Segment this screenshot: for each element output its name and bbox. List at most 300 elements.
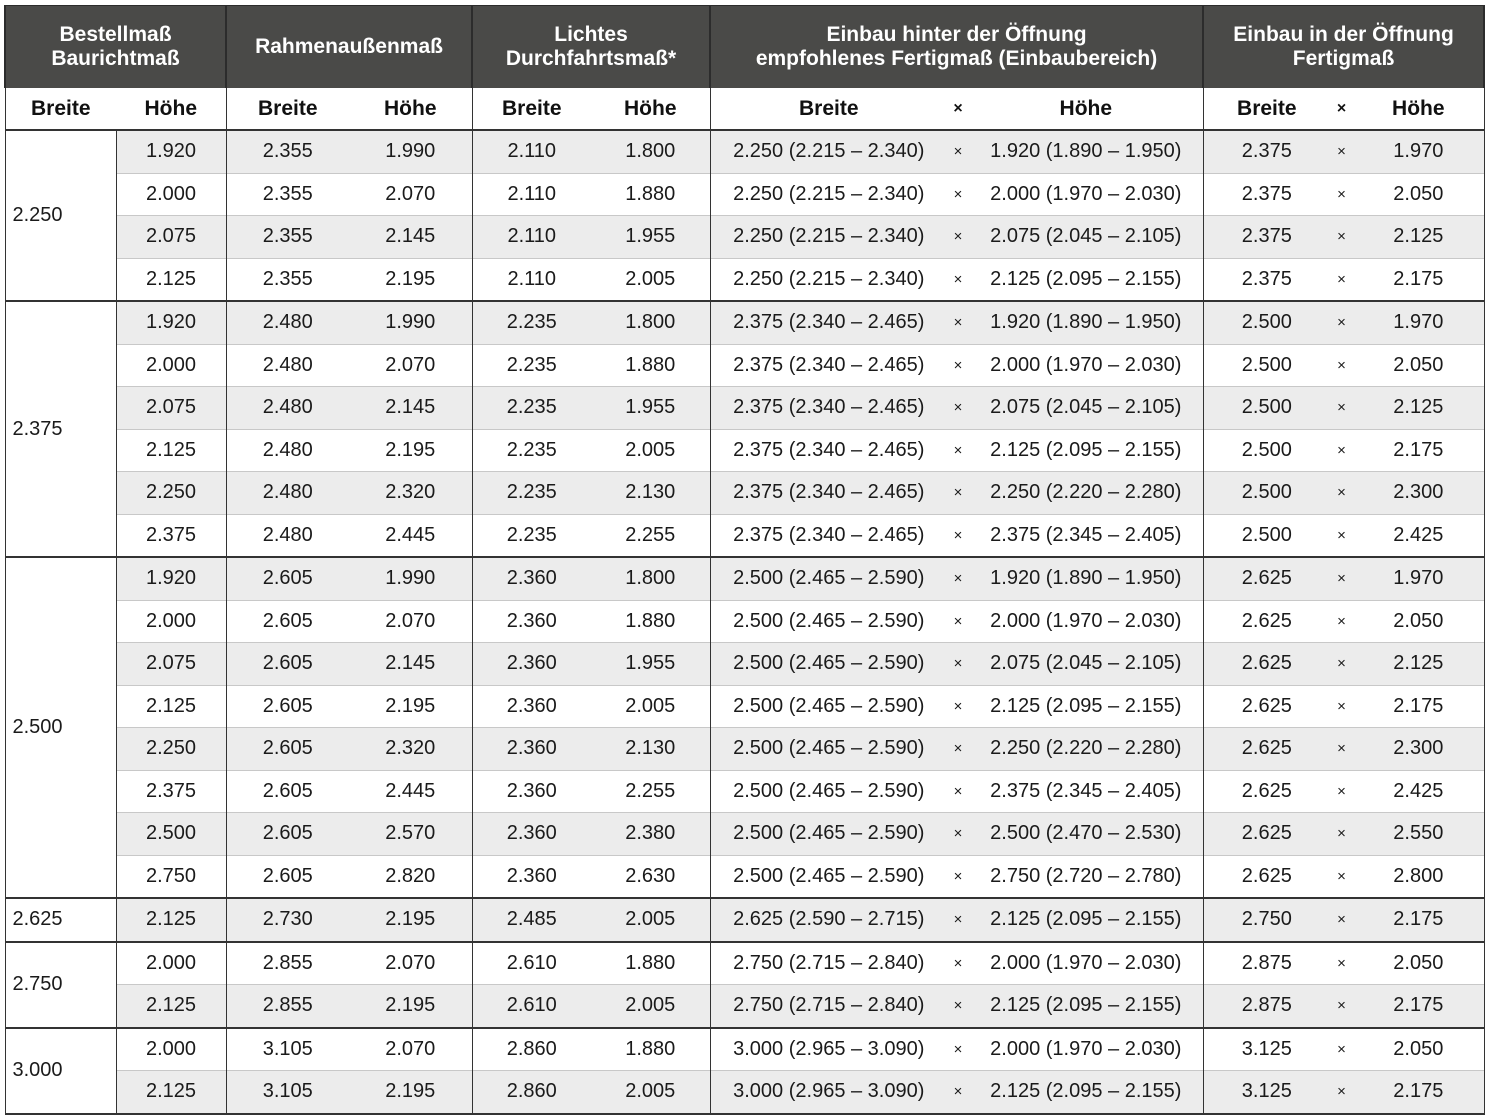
rahmen-hoehe-cell: 1.990 (349, 130, 472, 173)
einbau-in-hoehe-cell: 2.050 (1353, 600, 1484, 643)
lichte-breite-cell: 2.110 (472, 173, 591, 216)
rahmen-hoehe-cell: 2.320 (349, 472, 472, 515)
einbau-hinter-breite-cell: 2.375 (2.340 – 2.465) (710, 387, 947, 430)
times-sign: × (947, 130, 969, 173)
rahmen-hoehe-cell: 2.320 (349, 728, 472, 771)
einbau-in-breite-cell: 2.500 (1203, 429, 1330, 472)
lichte-hoehe-cell: 2.380 (591, 813, 710, 856)
einbau-in-breite-cell: 2.500 (1203, 387, 1330, 430)
lichte-breite-cell: 2.360 (472, 728, 591, 771)
einbau-hinter-hoehe-cell: 2.500 (2.470 – 2.530) (969, 813, 1203, 856)
rahmen-breite-cell: 3.105 (226, 1071, 349, 1114)
einbau-hinter-hoehe-cell: 2.000 (1.970 – 2.030) (969, 1028, 1203, 1071)
times-sign: × (947, 770, 969, 813)
einbau-hinter-hoehe-cell: 2.125 (2.095 – 2.155) (969, 898, 1203, 942)
sub-header-hoehe: Höhe (116, 88, 226, 130)
lichte-breite-cell: 2.235 (472, 344, 591, 387)
einbau-hinter-breite-cell: 2.500 (2.465 – 2.590) (710, 855, 947, 898)
einbau-hinter-breite-cell: 2.500 (2.465 – 2.590) (710, 770, 947, 813)
times-sign: × (947, 514, 969, 557)
hoehe-cell: 2.125 (116, 985, 226, 1028)
times-sign: × (1330, 301, 1353, 344)
einbau-in-breite-cell: 2.375 (1203, 173, 1330, 216)
einbau-hinter-breite-cell: 2.500 (2.465 – 2.590) (710, 557, 947, 600)
einbau-hinter-hoehe-cell: 2.125 (2.095 – 2.155) (969, 258, 1203, 301)
einbau-in-breite-cell: 2.500 (1203, 472, 1330, 515)
rahmen-hoehe-cell: 1.990 (349, 301, 472, 344)
einbau-hinter-breite-cell: 2.750 (2.715 – 2.840) (710, 942, 947, 985)
einbau-in-breite-cell: 2.375 (1203, 130, 1330, 173)
einbau-in-breite-cell: 2.625 (1203, 685, 1330, 728)
einbau-in-hoehe-cell: 2.050 (1353, 173, 1484, 216)
lichte-hoehe-cell: 2.005 (591, 898, 710, 942)
rahmen-hoehe-cell: 2.145 (349, 643, 472, 686)
times-sign: × (947, 258, 969, 301)
lichte-hoehe-cell: 1.955 (591, 216, 710, 259)
times-sign: × (947, 985, 969, 1028)
einbau-hinter-hoehe-cell: 2.125 (2.095 – 2.155) (969, 985, 1203, 1028)
hoehe-cell: 2.000 (116, 1028, 226, 1071)
einbau-hinter-breite-cell: 2.375 (2.340 – 2.465) (710, 301, 947, 344)
sub-header-breite: Breite (5, 88, 116, 130)
times-sign: × (1330, 985, 1353, 1028)
lichte-hoehe-cell: 2.130 (591, 728, 710, 771)
rahmen-hoehe-cell: 2.145 (349, 387, 472, 430)
table-row (5, 514, 1484, 557)
einbau-hinter-breite-cell: 2.625 (2.590 – 2.715) (710, 898, 947, 942)
einbau-in-breite-cell: 2.500 (1203, 514, 1330, 557)
einbau-in-hoehe-cell: 2.800 (1353, 855, 1484, 898)
lichte-breite-cell: 2.360 (472, 813, 591, 856)
einbau-hinter-hoehe-cell: 2.250 (2.220 – 2.280) (969, 472, 1203, 515)
times-sign: × (947, 344, 969, 387)
einbau-in-breite-cell: 2.625 (1203, 728, 1330, 771)
rahmen-hoehe-cell: 2.195 (349, 985, 472, 1028)
hoehe-cell: 2.250 (116, 728, 226, 771)
table-row (5, 942, 1484, 985)
table-row (5, 557, 1484, 600)
dimensions-table (4, 5, 1485, 1115)
rahmen-hoehe-cell: 2.195 (349, 258, 472, 301)
einbau-hinter-breite-cell: 2.375 (2.340 – 2.465) (710, 429, 947, 472)
lichte-hoehe-cell: 2.255 (591, 514, 710, 557)
lichte-hoehe-cell: 1.880 (591, 344, 710, 387)
einbau-hinter-breite-cell: 2.375 (2.340 – 2.465) (710, 344, 947, 387)
hoehe-cell: 2.125 (116, 429, 226, 472)
hoehe-cell: 2.125 (116, 258, 226, 301)
rahmen-breite-cell: 2.605 (226, 770, 349, 813)
table-row (5, 898, 1484, 942)
times-sign: × (947, 728, 969, 771)
einbau-hinter-breite-cell: 2.375 (2.340 – 2.465) (710, 472, 947, 515)
einbau-in-breite-cell: 2.625 (1203, 855, 1330, 898)
hoehe-cell: 2.075 (116, 387, 226, 430)
einbau-in-breite-cell: 2.625 (1203, 643, 1330, 686)
times-sign: × (1330, 387, 1353, 430)
einbau-hinter-breite-cell: 3.000 (2.965 – 3.090) (710, 1071, 947, 1114)
einbau-hinter-hoehe-cell: 2.125 (2.095 – 2.155) (969, 429, 1203, 472)
rahmen-hoehe-cell: 2.070 (349, 173, 472, 216)
times-sign: × (947, 813, 969, 856)
einbau-in-hoehe-cell: 1.970 (1353, 130, 1484, 173)
times-sign: × (1330, 344, 1353, 387)
order-width-cell: 3.000 (5, 1028, 116, 1114)
rahmen-breite-cell: 2.480 (226, 472, 349, 515)
einbau-in-hoehe-cell: 2.175 (1353, 1071, 1484, 1114)
lichte-breite-cell: 2.110 (472, 216, 591, 259)
times-sign: × (1330, 728, 1353, 771)
lichte-hoehe-cell: 2.005 (591, 985, 710, 1028)
einbau-in-hoehe-cell: 1.970 (1353, 301, 1484, 344)
rahmen-breite-cell: 2.605 (226, 600, 349, 643)
einbau-hinter-hoehe-cell: 2.375 (2.345 – 2.405) (969, 514, 1203, 557)
times-sign: × (947, 301, 969, 344)
lichte-hoehe-cell: 2.255 (591, 770, 710, 813)
einbau-in-breite-cell: 2.625 (1203, 770, 1330, 813)
lichte-breite-cell: 2.860 (472, 1028, 591, 1071)
hoehe-cell: 1.920 (116, 557, 226, 600)
einbau-hinter-breite-cell: 2.500 (2.465 – 2.590) (710, 728, 947, 771)
sub-header-breite: Breite (710, 88, 947, 130)
times-sign: × (1330, 942, 1353, 985)
times-sign: × (947, 472, 969, 515)
einbau-hinter-hoehe-cell: 2.000 (1.970 – 2.030) (969, 173, 1203, 216)
lichte-hoehe-cell: 2.630 (591, 855, 710, 898)
sub-header-times: × (1330, 88, 1353, 130)
table-row (5, 344, 1484, 387)
einbau-in-breite-cell: 2.625 (1203, 600, 1330, 643)
lichte-breite-cell: 2.235 (472, 301, 591, 344)
times-sign: × (1330, 600, 1353, 643)
einbau-hinter-hoehe-cell: 2.750 (2.720 – 2.780) (969, 855, 1203, 898)
lichte-breite-cell: 2.110 (472, 258, 591, 301)
lichte-breite-cell: 2.360 (472, 600, 591, 643)
hoehe-cell: 1.920 (116, 130, 226, 173)
einbau-hinter-hoehe-cell: 1.920 (1.890 – 1.950) (969, 301, 1203, 344)
lichte-breite-cell: 2.360 (472, 855, 591, 898)
times-sign: × (1330, 643, 1353, 686)
rahmen-hoehe-cell: 2.570 (349, 813, 472, 856)
table-row (5, 216, 1484, 259)
table-row (5, 1028, 1484, 1071)
lichte-breite-cell: 2.235 (472, 387, 591, 430)
header-einbau-hinter-oeffnung: Einbau hinter der Öffnung empfohlenes Fertigmaß (Einbaubereich) (710, 6, 1203, 89)
rahmen-hoehe-cell: 2.195 (349, 898, 472, 942)
einbau-in-hoehe-cell: 2.175 (1353, 429, 1484, 472)
lichte-breite-cell: 2.360 (472, 685, 591, 728)
times-sign: × (947, 643, 969, 686)
times-sign: × (1330, 1028, 1353, 1071)
times-sign: × (1330, 472, 1353, 515)
lichte-hoehe-cell: 2.005 (591, 258, 710, 301)
sub-header-hoehe: Höhe (1353, 88, 1484, 130)
einbau-in-breite-cell: 2.625 (1203, 813, 1330, 856)
einbau-in-hoehe-cell: 2.550 (1353, 813, 1484, 856)
einbau-in-breite-cell: 2.750 (1203, 898, 1330, 942)
lichte-breite-cell: 2.360 (472, 643, 591, 686)
einbau-hinter-breite-cell: 2.500 (2.465 – 2.590) (710, 685, 947, 728)
hoehe-cell: 2.375 (116, 770, 226, 813)
einbau-in-hoehe-cell: 2.300 (1353, 728, 1484, 771)
einbau-hinter-hoehe-cell: 2.250 (2.220 – 2.280) (969, 728, 1203, 771)
header-bestellmass: Bestellmaß Baurichtmaß (5, 6, 226, 89)
einbau-hinter-breite-cell: 2.250 (2.215 – 2.340) (710, 216, 947, 259)
table-row (5, 130, 1484, 173)
rahmen-breite-cell: 2.855 (226, 985, 349, 1028)
einbau-in-breite-cell: 3.125 (1203, 1028, 1330, 1071)
einbau-hinter-hoehe-cell: 2.125 (2.095 – 2.155) (969, 685, 1203, 728)
sub-header-row (5, 88, 1484, 130)
rahmen-hoehe-cell: 2.145 (349, 216, 472, 259)
table-row (5, 387, 1484, 430)
lichte-hoehe-cell: 2.005 (591, 1071, 710, 1114)
lichte-hoehe-cell: 1.955 (591, 643, 710, 686)
rahmen-breite-cell: 2.605 (226, 685, 349, 728)
einbau-in-hoehe-cell: 2.300 (1353, 472, 1484, 515)
sub-header-hoehe: Höhe (591, 88, 710, 130)
hoehe-cell: 1.920 (116, 301, 226, 344)
einbau-in-hoehe-cell: 2.125 (1353, 216, 1484, 259)
times-sign: × (947, 855, 969, 898)
lichte-hoehe-cell: 1.800 (591, 130, 710, 173)
einbau-hinter-breite-cell: 2.500 (2.465 – 2.590) (710, 600, 947, 643)
table-row (5, 301, 1484, 344)
einbau-in-breite-cell: 2.375 (1203, 216, 1330, 259)
table-row (5, 813, 1484, 856)
hoehe-cell: 2.000 (116, 344, 226, 387)
sub-header-hoehe: Höhe (349, 88, 472, 130)
hoehe-cell: 2.075 (116, 643, 226, 686)
times-sign: × (1330, 557, 1353, 600)
sub-header-breite: Breite (472, 88, 591, 130)
hoehe-cell: 2.000 (116, 600, 226, 643)
lichte-breite-cell: 2.235 (472, 429, 591, 472)
times-sign: × (1330, 429, 1353, 472)
einbau-hinter-hoehe-cell: 2.075 (2.045 – 2.105) (969, 216, 1203, 259)
lichte-breite-cell: 2.360 (472, 770, 591, 813)
hoehe-cell: 2.125 (116, 1071, 226, 1114)
einbau-hinter-hoehe-cell: 2.000 (1.970 – 2.030) (969, 942, 1203, 985)
einbau-hinter-breite-cell: 2.750 (2.715 – 2.840) (710, 985, 947, 1028)
rahmen-hoehe-cell: 2.070 (349, 942, 472, 985)
table-row (5, 643, 1484, 686)
einbau-hinter-breite-cell: 3.000 (2.965 – 3.090) (710, 1028, 947, 1071)
lichte-breite-cell: 2.610 (472, 942, 591, 985)
einbau-hinter-breite-cell: 2.250 (2.215 – 2.340) (710, 258, 947, 301)
einbau-in-breite-cell: 2.500 (1203, 301, 1330, 344)
rahmen-breite-cell: 2.355 (226, 216, 349, 259)
lichte-hoehe-cell: 1.800 (591, 557, 710, 600)
table-row (5, 770, 1484, 813)
order-width-cell: 2.250 (5, 130, 116, 301)
lichte-hoehe-cell: 1.880 (591, 600, 710, 643)
sub-header-breite: Breite (226, 88, 349, 130)
rahmen-hoehe-cell: 2.820 (349, 855, 472, 898)
sub-header-hoehe: Höhe (969, 88, 1203, 130)
times-sign: × (947, 685, 969, 728)
hoehe-cell: 2.750 (116, 855, 226, 898)
rahmen-breite-cell: 2.730 (226, 898, 349, 942)
sub-header-breite: Breite (1203, 88, 1330, 130)
rahmen-hoehe-cell: 2.445 (349, 770, 472, 813)
einbau-in-hoehe-cell: 2.125 (1353, 387, 1484, 430)
times-sign: × (1330, 685, 1353, 728)
order-width-cell: 2.750 (5, 942, 116, 1028)
einbau-hinter-hoehe-cell: 2.375 (2.345 – 2.405) (969, 770, 1203, 813)
hoehe-cell: 2.500 (116, 813, 226, 856)
table-row (5, 728, 1484, 771)
lichte-breite-cell: 2.860 (472, 1071, 591, 1114)
rahmen-hoehe-cell: 2.195 (349, 1071, 472, 1114)
einbau-in-hoehe-cell: 2.425 (1353, 770, 1484, 813)
einbau-in-hoehe-cell: 1.970 (1353, 557, 1484, 600)
einbau-in-hoehe-cell: 2.175 (1353, 985, 1484, 1028)
times-sign: × (1330, 173, 1353, 216)
sub-header-times: × (947, 88, 969, 130)
header-lichtes-durchfahrtsmass: Lichtes Durchfahrtsmaß* (472, 6, 710, 89)
times-sign: × (947, 942, 969, 985)
rahmen-breite-cell: 2.855 (226, 942, 349, 985)
lichte-hoehe-cell: 2.005 (591, 685, 710, 728)
rahmen-hoehe-cell: 1.990 (349, 557, 472, 600)
order-width-cell: 2.625 (5, 898, 116, 942)
rahmen-breite-cell: 2.605 (226, 813, 349, 856)
einbau-hinter-hoehe-cell: 1.920 (1.890 – 1.950) (969, 130, 1203, 173)
rahmen-breite-cell: 2.480 (226, 344, 349, 387)
einbau-in-hoehe-cell: 2.425 (1353, 514, 1484, 557)
times-sign: × (1330, 770, 1353, 813)
rahmen-breite-cell: 2.355 (226, 173, 349, 216)
einbau-in-hoehe-cell: 2.050 (1353, 1028, 1484, 1071)
rahmen-breite-cell: 2.605 (226, 728, 349, 771)
table-row (5, 258, 1484, 301)
hoehe-cell: 2.000 (116, 173, 226, 216)
group-header-row (5, 6, 1484, 89)
lichte-breite-cell: 2.360 (472, 557, 591, 600)
einbau-in-hoehe-cell: 2.175 (1353, 685, 1484, 728)
table-row (5, 429, 1484, 472)
rahmen-breite-cell: 2.605 (226, 855, 349, 898)
einbau-hinter-hoehe-cell: 2.075 (2.045 – 2.105) (969, 387, 1203, 430)
table-row (5, 685, 1484, 728)
lichte-hoehe-cell: 1.955 (591, 387, 710, 430)
times-sign: × (1330, 258, 1353, 301)
lichte-hoehe-cell: 1.880 (591, 173, 710, 216)
einbau-hinter-breite-cell: 2.375 (2.340 – 2.465) (710, 514, 947, 557)
times-sign: × (1330, 130, 1353, 173)
einbau-hinter-hoehe-cell: 2.125 (2.095 – 2.155) (969, 1071, 1203, 1114)
times-sign: × (1330, 855, 1353, 898)
table-row (5, 472, 1484, 515)
order-width-cell: 2.500 (5, 557, 116, 898)
einbau-hinter-breite-cell: 2.500 (2.465 – 2.590) (710, 643, 947, 686)
einbau-hinter-hoehe-cell: 1.920 (1.890 – 1.950) (969, 557, 1203, 600)
rahmen-breite-cell: 2.480 (226, 514, 349, 557)
einbau-in-hoehe-cell: 2.050 (1353, 942, 1484, 985)
header-einbau-in-oeffnung: Einbau in der Öffnung Fertigmaß (1203, 6, 1484, 89)
rahmen-hoehe-cell: 2.445 (349, 514, 472, 557)
table-row (5, 1071, 1484, 1114)
hoehe-cell: 2.075 (116, 216, 226, 259)
table-body (5, 130, 1484, 1114)
times-sign: × (947, 387, 969, 430)
hoehe-cell: 2.125 (116, 685, 226, 728)
times-sign: × (947, 557, 969, 600)
lichte-hoehe-cell: 2.130 (591, 472, 710, 515)
header-rahmenaussenmass: Rahmenaußenmaß (226, 6, 472, 89)
times-sign: × (1330, 216, 1353, 259)
hoehe-cell: 2.375 (116, 514, 226, 557)
einbau-hinter-hoehe-cell: 2.075 (2.045 – 2.105) (969, 643, 1203, 686)
einbau-in-hoehe-cell: 2.125 (1353, 643, 1484, 686)
einbau-in-hoehe-cell: 2.050 (1353, 344, 1484, 387)
lichte-breite-cell: 2.235 (472, 514, 591, 557)
rahmen-hoehe-cell: 2.195 (349, 685, 472, 728)
times-sign: × (947, 1071, 969, 1114)
lichte-hoehe-cell: 1.800 (591, 301, 710, 344)
hoehe-cell: 2.250 (116, 472, 226, 515)
rahmen-breite-cell: 2.605 (226, 643, 349, 686)
einbau-in-breite-cell: 2.875 (1203, 942, 1330, 985)
einbau-hinter-breite-cell: 2.250 (2.215 – 2.340) (710, 173, 947, 216)
rahmen-hoehe-cell: 2.070 (349, 600, 472, 643)
lichte-breite-cell: 2.235 (472, 472, 591, 515)
einbau-hinter-hoehe-cell: 2.000 (1.970 – 2.030) (969, 600, 1203, 643)
einbau-hinter-hoehe-cell: 2.000 (1.970 – 2.030) (969, 344, 1203, 387)
einbau-in-breite-cell: 2.875 (1203, 985, 1330, 1028)
hoehe-cell: 2.000 (116, 942, 226, 985)
times-sign: × (947, 600, 969, 643)
einbau-in-breite-cell: 2.375 (1203, 258, 1330, 301)
rahmen-hoehe-cell: 2.195 (349, 429, 472, 472)
lichte-breite-cell: 2.110 (472, 130, 591, 173)
hoehe-cell: 2.125 (116, 898, 226, 942)
table-row (5, 173, 1484, 216)
rahmen-breite-cell: 2.605 (226, 557, 349, 600)
times-sign: × (1330, 898, 1353, 942)
table-row (5, 985, 1484, 1028)
einbau-in-hoehe-cell: 2.175 (1353, 258, 1484, 301)
lichte-hoehe-cell: 1.880 (591, 942, 710, 985)
rahmen-hoehe-cell: 2.070 (349, 1028, 472, 1071)
times-sign: × (947, 216, 969, 259)
times-sign: × (947, 173, 969, 216)
rahmen-breite-cell: 3.105 (226, 1028, 349, 1071)
lichte-breite-cell: 2.485 (472, 898, 591, 942)
rahmen-breite-cell: 2.480 (226, 387, 349, 430)
lichte-hoehe-cell: 2.005 (591, 429, 710, 472)
einbau-hinter-breite-cell: 2.500 (2.465 – 2.590) (710, 813, 947, 856)
einbau-in-breite-cell: 3.125 (1203, 1071, 1330, 1114)
rahmen-breite-cell: 2.355 (226, 130, 349, 173)
einbau-in-breite-cell: 2.500 (1203, 344, 1330, 387)
times-sign: × (1330, 1071, 1353, 1114)
times-sign: × (947, 1028, 969, 1071)
rahmen-hoehe-cell: 2.070 (349, 344, 472, 387)
rahmen-breite-cell: 2.480 (226, 429, 349, 472)
times-sign: × (947, 429, 969, 472)
lichte-hoehe-cell: 1.880 (591, 1028, 710, 1071)
order-width-cell: 2.375 (5, 301, 116, 557)
rahmen-breite-cell: 2.355 (226, 258, 349, 301)
einbau-hinter-breite-cell: 2.250 (2.215 – 2.340) (710, 130, 947, 173)
table-row (5, 855, 1484, 898)
einbau-in-breite-cell: 2.625 (1203, 557, 1330, 600)
einbau-in-hoehe-cell: 2.175 (1353, 898, 1484, 942)
times-sign: × (947, 898, 969, 942)
rahmen-breite-cell: 2.480 (226, 301, 349, 344)
times-sign: × (1330, 813, 1353, 856)
